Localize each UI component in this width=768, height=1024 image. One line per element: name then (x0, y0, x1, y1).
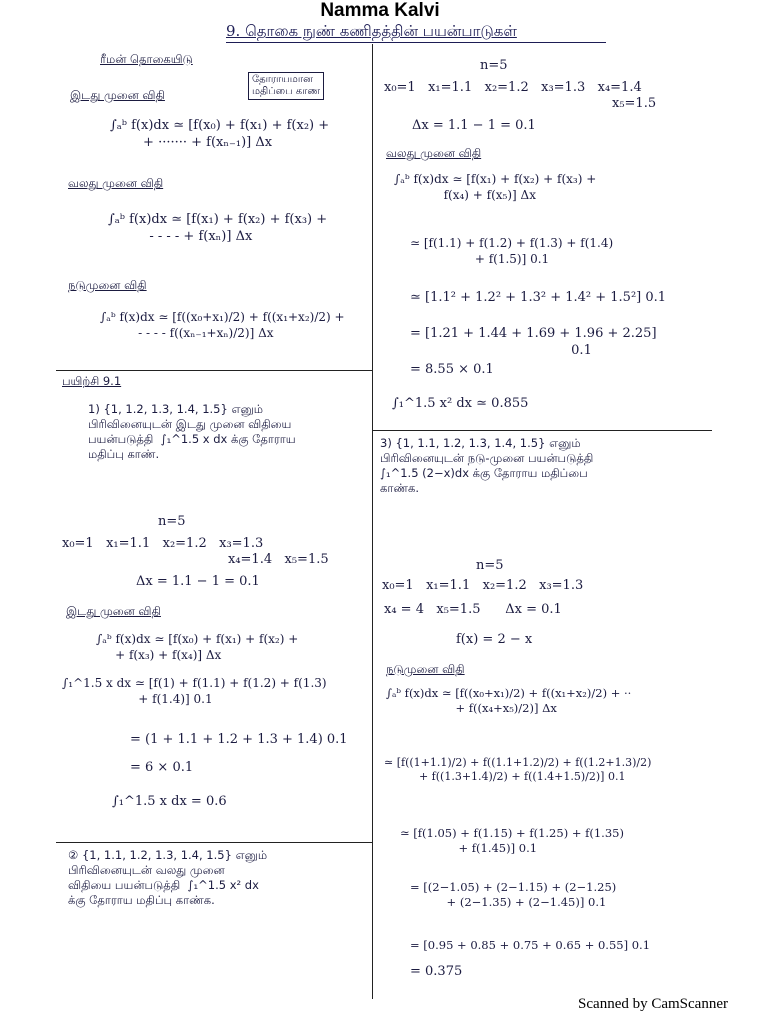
q2-step-3: = [1.21 + 1.44 + 1.69 + 1.96 + 2.25] 0.1 (410, 326, 657, 358)
q2-step-4: = 8.55 × 0.1 (410, 362, 494, 377)
q1-step-1: ∫₁^1.5 x dx ≃ [f(1) + f(1.1) + f(1.2) + f(1.3) + f(1.4)] 0.1 (62, 676, 327, 706)
q2-delta-x: Δx = 1.1 − 1 = 0.1 (412, 118, 536, 133)
q2-x-values-2: x₅=1.5 (612, 96, 657, 111)
mid-rule-heading: நடுமுனை விதி (68, 278, 147, 292)
q3-x-values-1: x₀=1 x₁=1.1 x₂=1.2 x₃=1.3 (382, 578, 584, 593)
chapter-title: 9. தொகை நுண் கணிதத்தின் பயன்பாடுகள் (226, 22, 517, 40)
exercise-heading: பயிற்சி 9.1 (62, 374, 122, 388)
section-divider-left-1 (56, 370, 373, 371)
q3-step-2: ≃ [f(1.05) + f(1.15) + f(1.25) + f(1.35) + f(1.45)] 0.1 (400, 826, 624, 855)
q1-rule: ∫ₐᵇ f(x)dx ≃ [f(x₀) + f(x₁) + f(x₂) + + f(x₃) + f(x₄)] Δx (96, 632, 299, 662)
q1-x-values-2: x₄=1.4 x₅=1.5 (228, 552, 329, 567)
brand-title: Namma Kalvi (320, 0, 440, 21)
right-rule-formula: ∫ₐᵇ f(x)dx ≃ [f(x₁) + f(x₂) + f(x₃) + - - - - + f(xₙ)] Δx (108, 212, 328, 244)
title-underline (226, 42, 606, 43)
riemann-heading: ரீமன் தொகையிடு (100, 52, 193, 66)
q2-step-1: ≃ [f(1.1) + f(1.2) + f(1.3) + f(1.4) + f(1.5)] 0.1 (410, 236, 614, 266)
q3-step-3: = [(2−1.05) + (2−1.15) + (2−1.25) + (2−1.35) + (2−1.45)] 0.1 (410, 880, 617, 909)
q2-statement: ② {1, 1.1, 1.2, 1.3, 1.4, 1.5} எனும் பிரிவினையுடன் வலது முனை விதியை பயன்படுத்தி ∫₁^1.5 x² dx க்கு தோராய மதிப்பு காண்க. (68, 848, 268, 907)
q2-rule-heading: வலது முனை விதி (386, 146, 482, 160)
mid-rule-formula: ∫ₐᵇ f(x)dx ≃ [f((x₀+x₁)/2) + f((x₁+x₂)/2) + - - - - f((xₙ₋₁+xₙ)/2)] Δx (100, 310, 345, 340)
section-divider-right (372, 430, 712, 431)
section-divider-left-2 (56, 842, 373, 843)
right-rule-heading: வலது முனை விதி (68, 176, 164, 190)
column-divider (372, 44, 373, 999)
left-rule-formula: ∫ₐᵇ f(x)dx ≃ [f(x₀) + f(x₁) + f(x₂) + + ······· + f(xₙ₋₁)] Δx (110, 118, 330, 150)
q1-step-3: = 6 × 0.1 (130, 760, 194, 775)
q3-step-1: ≃ [f((1+1.1)/2) + f((1.1+1.2)/2) + f((1.2+1.3)/2) + f((1.3+1.4)/2) + f((1.4+1.5)/2)] 0.1 (384, 756, 652, 784)
approx-note: தோராயமான மதிப்பை காண (248, 72, 324, 100)
q1-statement: 1) {1, 1.2, 1.3, 1.4, 1.5} எனும் பிரிவினையுடன் இடது முனை விதியை பயன்படுத்தி ∫₁^1.5 x dx க்கு தோராய மதிப்பு காண். (88, 402, 296, 461)
q2-rule: ∫ₐᵇ f(x)dx ≃ [f(x₁) + f(x₂) + f(x₃) + f(x₄) + f(x₅)] Δx (394, 172, 597, 202)
q3-x-values-2: x₄ = 4 x₅=1.5 Δx = 0.1 (384, 602, 562, 617)
q1-x-values-1: x₀=1 x₁=1.1 x₂=1.2 x₃=1.3 (62, 536, 264, 551)
q3-rule: ∫ₐᵇ f(x)dx ≃ [f((x₀+x₁)/2) + f((x₁+x₂)/2) + ·· + f((x₄+x₅)/2)] Δx (386, 686, 632, 715)
q3-statement: 3) {1, 1.1, 1.2, 1.3, 1.4, 1.5} எனும் பிரிவினையுடன் நடு-முனை பயன்படுத்தி ∫₁^1.5 (2−x)dx க்கு தோராய மதிப்பை காண்க. (380, 436, 594, 495)
q2-x-values-1: x₀=1 x₁=1.1 x₂=1.2 x₃=1.3 x₄=1.4 (384, 80, 642, 95)
q3-step-4: = [0.95 + 0.85 + 0.75 + 0.65 + 0.55] 0.1 (410, 938, 651, 952)
scanner-footer: Scanned by CamScanner (578, 996, 728, 1012)
q1-answer: ∫₁^1.5 x dx = 0.6 (112, 794, 227, 809)
q2-step-2: ≃ [1.1² + 1.2² + 1.3² + 1.4² + 1.5²] 0.1 (410, 290, 667, 305)
left-rule-heading: இடது முனை விதி (70, 88, 165, 102)
q2-n: n=5 (480, 58, 508, 73)
q2-answer: ∫₁^1.5 x² dx ≃ 0.855 (392, 396, 529, 411)
q1-delta-x: Δx = 1.1 − 1 = 0.1 (136, 574, 260, 589)
q1-step-2: = (1 + 1.1 + 1.2 + 1.3 + 1.4) 0.1 (130, 732, 348, 747)
q1-n: n=5 (158, 514, 186, 529)
q3-function: f(x) = 2 − x (456, 632, 533, 647)
q1-rule-heading: இடது முனை விதி (66, 604, 161, 618)
q3-answer: = 0.375 (410, 964, 463, 979)
q3-rule-heading: நடுமுனை விதி (386, 662, 465, 676)
q3-n: n=5 (476, 558, 504, 573)
